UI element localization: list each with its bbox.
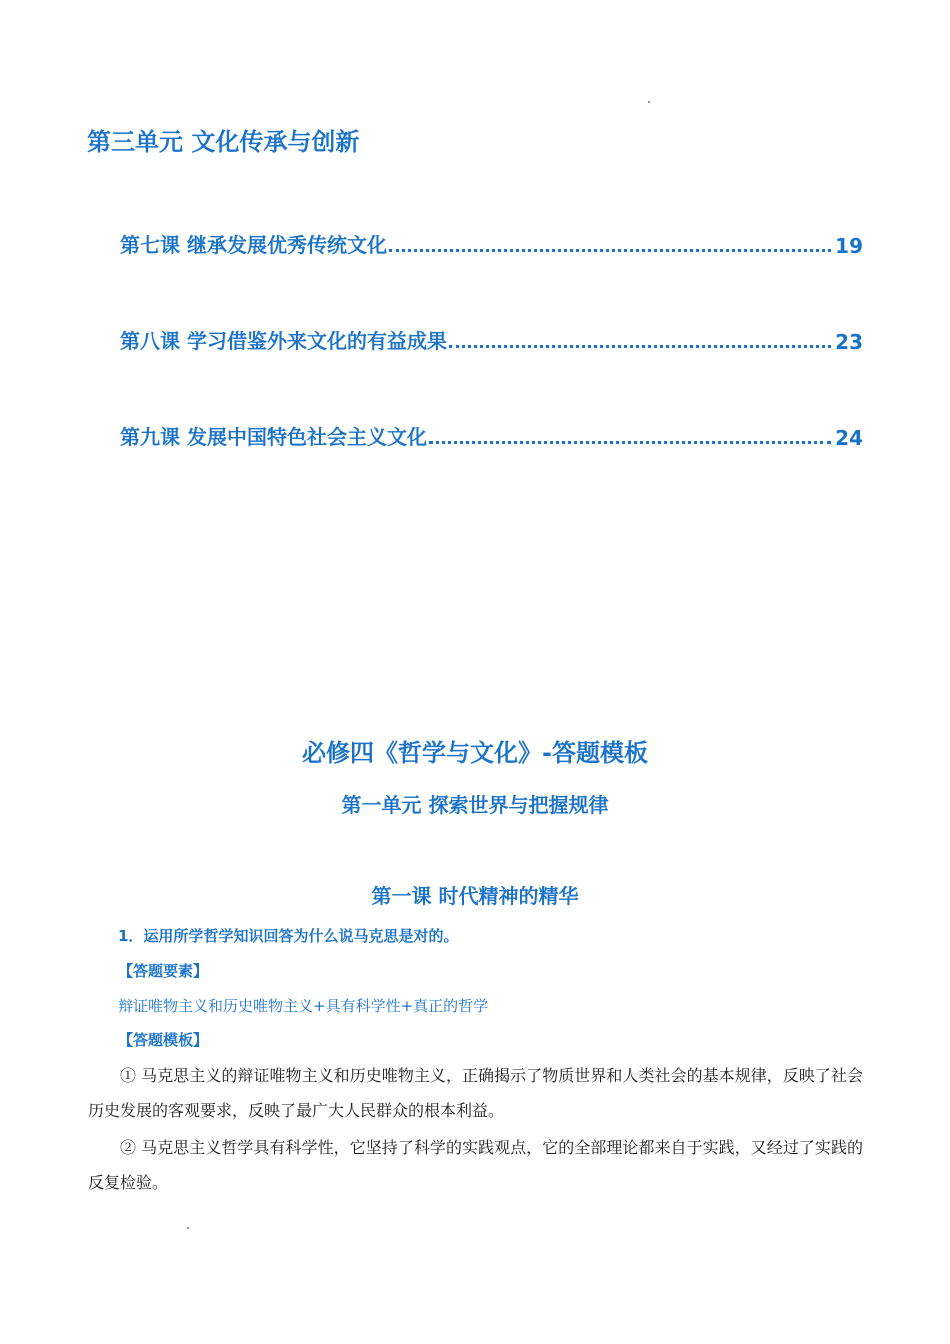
- unit-heading: 第一单元 探索世界与把握规律: [341, 793, 609, 817]
- answer-elements-label: 【答题要素】: [118, 962, 209, 980]
- toc-page-number: 19: [835, 234, 863, 258]
- answer-template-label: 【答题模板】: [118, 1031, 209, 1049]
- scan-mark-top: [648, 101, 650, 103]
- toc-entry-title: 第八课 学习借鉴外来文化的有益成果: [120, 329, 447, 353]
- toc-entry-title: 第九课 发展中国特色社会主义文化: [120, 425, 427, 449]
- toc-page-number: 23: [835, 330, 863, 354]
- lesson-heading: 第一课 时代精神的精华: [371, 884, 579, 908]
- scan-mark-bottom: [187, 1227, 189, 1229]
- toc-entry-lesson-7[interactable]: [120, 224, 863, 258]
- toc-unit-title: 第三单元 文化传承与创新: [87, 128, 360, 156]
- toc-entry-title: 第七课 继承发展优秀传统文化: [120, 233, 387, 257]
- toc-leader-dots: [429, 441, 831, 444]
- answer-paragraph-1: ① 马克思主义的辩证唯物主义和历史唯物主义，正确揭示了物质世界和人类社会的基本规律，反映了社会历史发展的客观要求，反映了最广大人民群众的根本利益。: [88, 1066, 863, 1120]
- document-title: 必修四《哲学与文化》-答题模板: [302, 739, 648, 767]
- question-text: 1．运用所学哲学知识回答为什么说马克思是对的。: [118, 927, 459, 945]
- toc-entry-lesson-9[interactable]: [120, 416, 863, 450]
- answer-paragraph-2: ② 马克思主义哲学具有科学性，它坚持了科学的实践观点，它的全部理论都来自于实践，又经过了实践的反复检验。: [88, 1138, 863, 1192]
- toc-leader-dots: [449, 345, 831, 348]
- answer-elements-text: 辩证唯物主义和历史唯物主义+具有科学性+真正的哲学: [118, 997, 489, 1015]
- toc-entry-lesson-8[interactable]: [120, 320, 863, 354]
- toc-page-number: 24: [835, 426, 863, 450]
- toc-leader-dots: [389, 249, 831, 252]
